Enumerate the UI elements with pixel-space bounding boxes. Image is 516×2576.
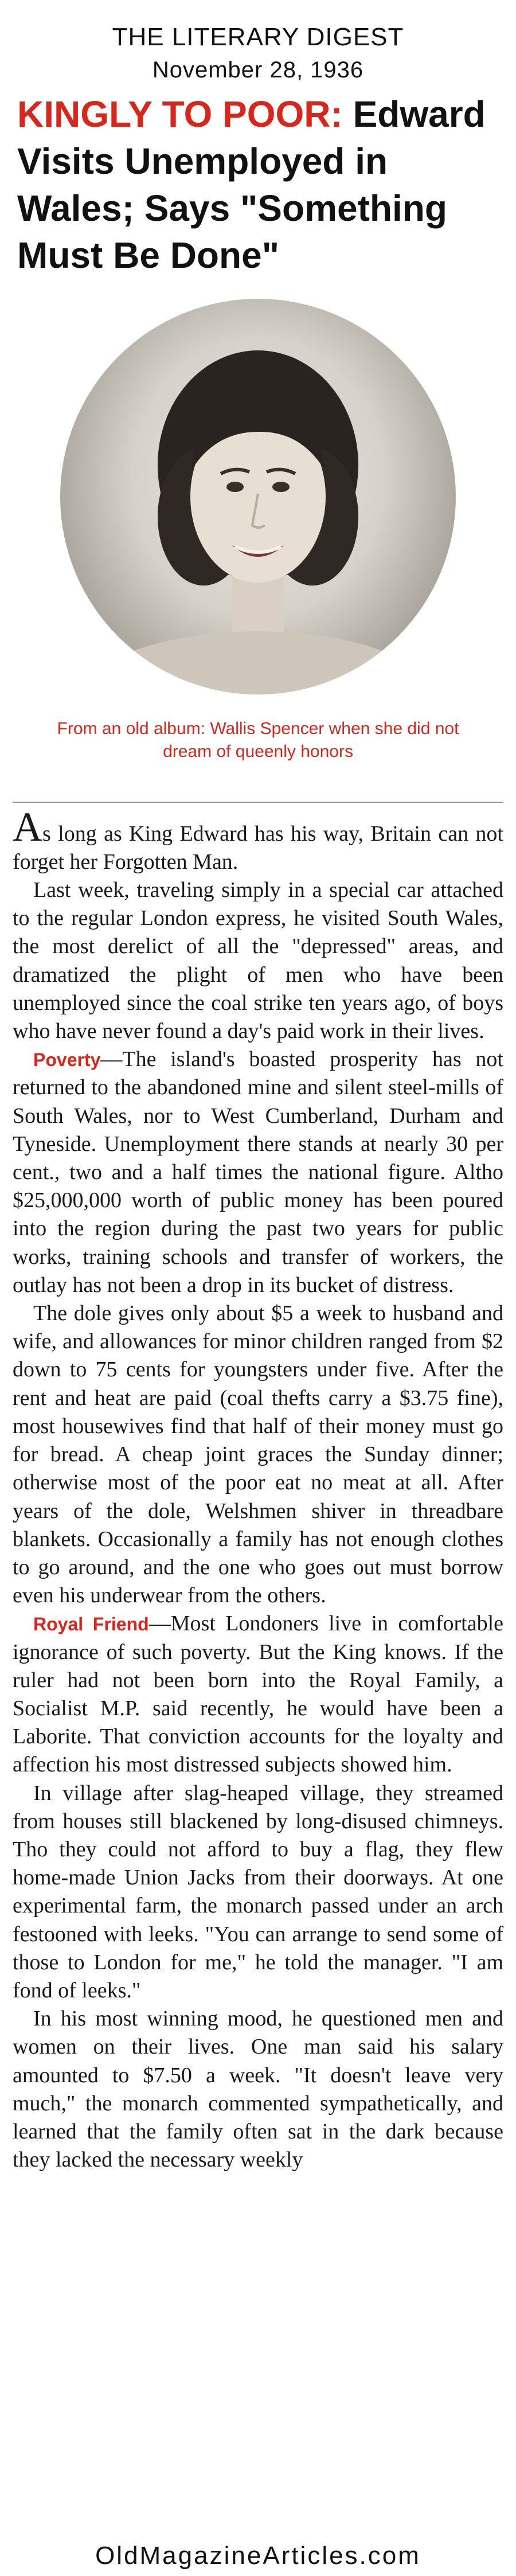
issue-date: November 28, 1936 [152,57,364,83]
article-paragraph [13,1045,503,1299]
article-paragraph [13,803,503,876]
drop-cap: A [13,803,42,850]
paragraph-text: s long as King Edward has his way, Britain can not forget her Forgotten Man. [13,821,503,874]
article-paragraph: In village after slag-heaped village, they streamed from houses still blackened by long-disused chimneys. Tho they could not afford to buy a flag, they flew home-made Union Jacks from their doorways. At one experimental farm, the monarch passed under an arch festooned with leeks. "You can arrange to send some of those to London for me," he told the manager. "I am fond of leeks." [13,1781,503,2003]
photo-caption: From an old album: Wallis Spencer when she did not dream of queenly honors [57,719,459,762]
article-body [13,803,504,2175]
article-paragraph: The dole gives only about $5 a week to husband and wife, and allowances for minor children ranged from $2 down to 75 cents for youngsters under five. After the rent and heat are paid (coal thefts carry a $3.75 fine), most housewives find that half of their money must go for bread. A cheap joint graces the Sunday dinner; otherwise most of the poor eat no meat at all. After years of the dole, Welshmen shiver in threadbare blankets. Occasionally a family has not enough clothes to go around, and the one who goes out must borrow even his underwear from the others. [13,1301,503,1608]
portrait-photo [60,299,456,694]
sidehead-royal-friend: Royal Friend [33,1614,149,1635]
portrait-illustration [60,299,456,694]
headline-text: Edward Visits Unemployed in Wales; Says "Something Must Be Done" [17,93,486,276]
article-paragraph: Last week, traveling simply in a special car attached to the regular London express, he visited South Wales, the most derelict of all the "depressed" areas, and dramatized the plight of men who have been unemployed since the coal strike ten years ago, of boys who have never found a day's paid work in their lives. [13,878,503,1044]
article-paragraph: In his most winning mood, he questioned men and women on their lives. One man said his salary amounted to $7.50 a week. "It doesn't leave very much," the monarch commented sympathetically, and learned that the family often sat in the dark because they lacked the necessary weekly [13,2007,503,2172]
sidehead-poverty: Poverty [33,1049,101,1071]
headline [17,91,499,279]
masthead [0,23,516,83]
article-paragraph [13,1610,503,1779]
photo-container [0,299,516,694]
publication-name: THE LITERARY DIGEST [112,23,404,51]
source-watermark: OldMagazineArticles.com [95,2542,421,2570]
paragraph-text: —Most Londoners live in comfortable ignorance of such poverty. But the King knows. If the ruler had not been born into the Royal Family, a Socialist M.P. said recently, he would have been a Laborite. That conviction accounts for the loyalty and affection his most distressed subjects showed him. [13,1611,504,1777]
paragraph-text: —The island's boasted prosperity has not returned to the abandoned mine and silent steel-mills of South Wales, nor to West Cumberland, Durham and Tyneside. Unemployment there stands at nearly 30 per cent., two and a half times the national figure. Altho $25,000,000 worth of public money has been poured into the region during the past two years for public works, training schools and transfer of workers, the outlay has not been a drop in its bucket of distress. [13,1047,503,1297]
divider [13,802,503,803]
headline-kicker: KINGLY TO POOR: [17,93,343,135]
